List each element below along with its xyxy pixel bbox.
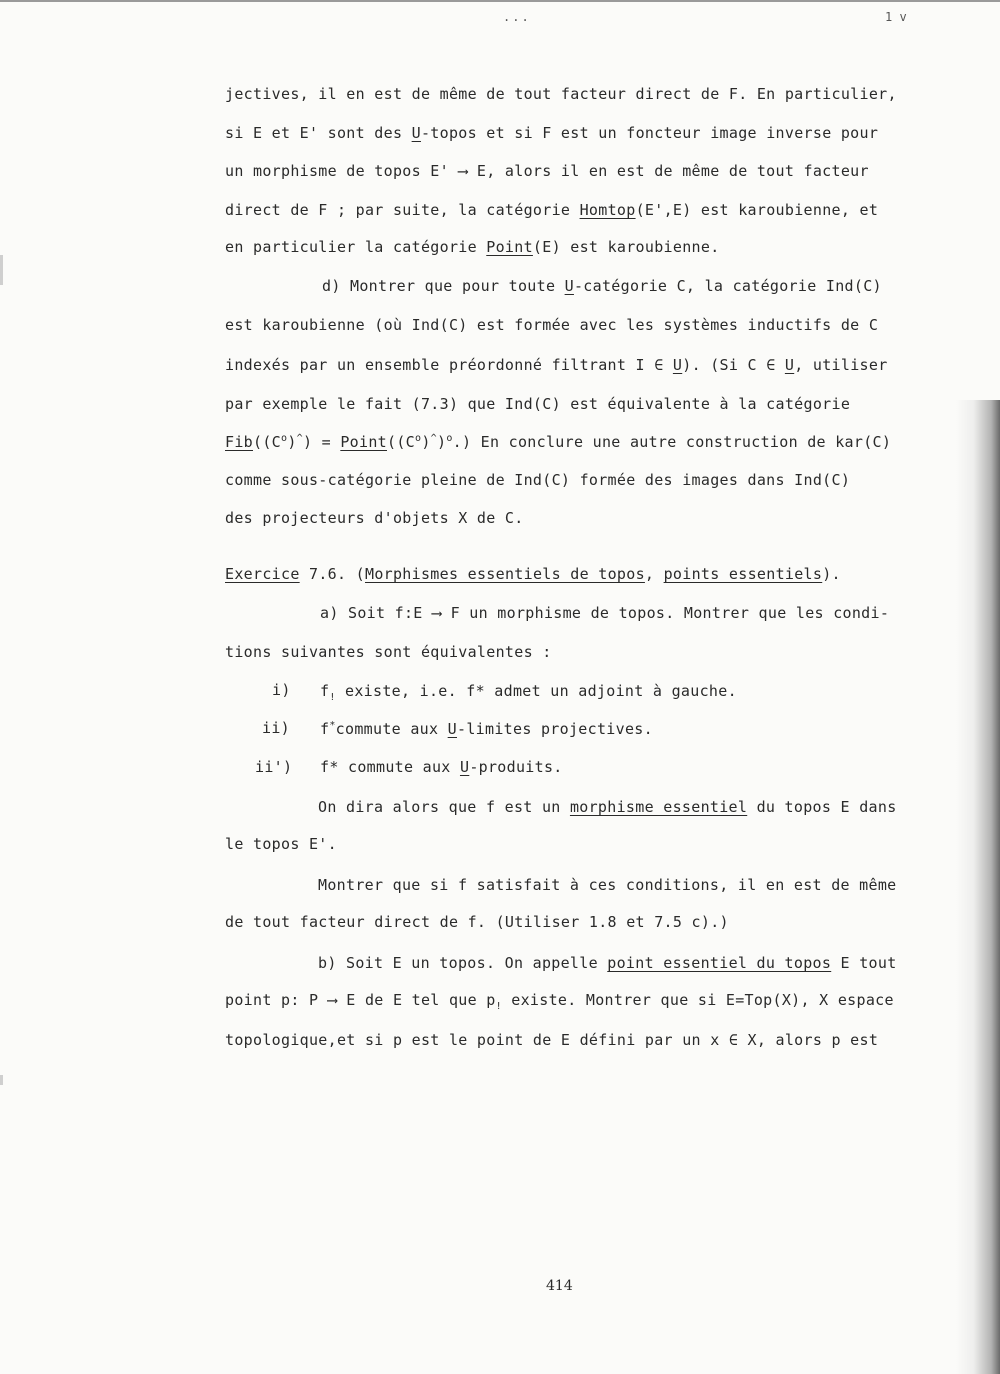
text-line xyxy=(318,797,897,817)
text-run: b) Soit E un topos. On appelle xyxy=(318,954,608,972)
text-run: comme sous-catégorie pleine de Ind(C) formée des images dans Ind(C) xyxy=(225,471,851,489)
text-line xyxy=(225,1030,878,1050)
underlined-term: U xyxy=(784,356,795,374)
superscript: * xyxy=(329,720,336,731)
text-line xyxy=(225,123,878,143)
text-run: .) En conclure une autre construction de kar(C) xyxy=(452,433,892,451)
condition-text xyxy=(320,681,737,708)
text-line xyxy=(225,642,552,662)
text-run: topologique,et si p est le point de E défini par un x ∈ X, alors p est xyxy=(225,1031,879,1049)
text-run: du topos E dans xyxy=(747,798,897,816)
text-run: si E et E' sont des xyxy=(225,124,412,142)
text-run: 7.6. ( xyxy=(299,565,365,583)
text-line xyxy=(225,432,891,452)
text-run: E tout xyxy=(831,954,897,972)
text-run: On dira alors que f est un xyxy=(318,798,570,816)
text-run: existe, i.e. f* admet un adjoint à gauche. xyxy=(335,682,737,700)
text-run: en particulier la catégorie xyxy=(225,238,487,256)
underlined-term: Point xyxy=(486,238,533,256)
text-run: f xyxy=(320,720,330,738)
condition-label: i) xyxy=(272,681,291,699)
text-run: ) xyxy=(436,433,447,451)
text-run: est karoubienne (où Ind(C) est formée avec les systèmes inductifs de C xyxy=(225,316,879,334)
text-line xyxy=(225,834,337,854)
text-line xyxy=(225,990,894,1017)
text-run: jectives, il en est de même de tout facteur direct de F. En particulier, xyxy=(225,85,897,103)
underlined-term: U xyxy=(447,720,457,738)
text-line xyxy=(318,953,897,973)
text-run: Montrer que si f satisfait à ces conditions, il en est de même xyxy=(318,876,897,894)
text-line xyxy=(225,237,720,257)
text-line xyxy=(225,394,850,414)
text-run: a) Soit f:E ⟶ F un morphisme de topos. Montrer que les condi- xyxy=(320,604,890,622)
superscript: o xyxy=(414,433,422,444)
underlined-term: Homtop xyxy=(579,201,636,219)
condition-text xyxy=(320,719,653,739)
superscript: ^ xyxy=(430,433,437,444)
underlined-term: Point xyxy=(340,433,387,451)
text-run: ). (Si C ∈ xyxy=(682,356,785,374)
condition-label: ii') xyxy=(255,758,293,776)
text-run: , xyxy=(644,565,664,583)
text-run: direct de F ; par suite, la catégorie xyxy=(225,201,580,219)
scan-margin-mark xyxy=(0,1075,3,1085)
text-run: -catégorie C, la catégorie Ind(C) xyxy=(573,277,882,295)
underlined-term: morphisme essentiel xyxy=(569,798,748,816)
text-line xyxy=(225,200,878,220)
underlined-term: Morphismes essentiels de topos xyxy=(364,565,645,583)
header-center: ... xyxy=(503,10,531,24)
text-run: de tout facteur direct de f. (Utiliser 1.8 et 7.5 c).) xyxy=(225,913,729,931)
subscript: ! xyxy=(495,1001,502,1012)
text-line xyxy=(320,603,889,623)
subscript: ! xyxy=(329,692,336,703)
text-line xyxy=(225,912,729,932)
text-run: , utiliser xyxy=(794,356,888,374)
condition-text xyxy=(320,757,563,777)
underlined-term: U xyxy=(564,277,574,295)
underlined-term: U xyxy=(459,758,470,776)
header-right: 1 v xyxy=(885,10,907,24)
text-run: point p: P ⟶ E de E tel que p xyxy=(225,991,496,1009)
superscript: o xyxy=(281,433,288,444)
text-line xyxy=(318,875,897,895)
text-run: un morphisme de topos E' ⟶ E, alors il en est de même de tout facteur xyxy=(225,162,869,180)
condition-label: ii) xyxy=(262,719,290,737)
text-line xyxy=(225,508,524,528)
page-number: 414 xyxy=(546,1278,573,1294)
text-line xyxy=(225,355,888,375)
underlined-term: Fib xyxy=(225,433,253,451)
text-run: ) = xyxy=(303,433,341,451)
text-line xyxy=(225,84,897,104)
scan-shadow-edge xyxy=(956,400,1000,1374)
scan-margin-mark xyxy=(0,255,3,285)
text-line xyxy=(225,161,869,181)
text-run: -produits. xyxy=(469,758,563,776)
text-line xyxy=(322,276,882,296)
text-run: -topos et si F est un foncteur image inverse pour xyxy=(420,124,879,142)
text-run: -limites projectives. xyxy=(457,720,653,738)
text-run: (E',E) est karoubienne, et xyxy=(635,201,879,219)
text-run: par exemple le fait (7.3) que Ind(C) est équivalente à la catégorie xyxy=(225,395,851,413)
exercise-title xyxy=(225,564,841,584)
text-run: ) xyxy=(421,433,431,451)
text-line xyxy=(225,470,850,490)
text-run: existe. Montrer que si E=Top(X), X espace xyxy=(501,991,894,1009)
text-run: (E) est karoubienne. xyxy=(532,238,720,256)
underlined-term: U xyxy=(411,124,421,142)
underlined-term: Exercice xyxy=(225,565,300,583)
superscript: o xyxy=(446,433,453,444)
text-run: indexés par un ensemble préordonné filtrant I ∈ xyxy=(225,356,673,374)
text-run: des projecteurs d'objets X de C. xyxy=(225,509,524,527)
text-run: ((C xyxy=(386,433,415,451)
text-run: f xyxy=(320,682,330,700)
text-run: tions suivantes sont équivalentes : xyxy=(225,643,552,661)
text-line xyxy=(225,315,878,335)
underlined-term: points essentiels xyxy=(663,565,823,583)
text-run: le topos E'. xyxy=(225,835,337,853)
underlined-term: U xyxy=(672,356,683,374)
scan-top-border xyxy=(0,0,1000,2)
underlined-term: point essentiel du topos xyxy=(607,954,832,972)
text-run: commute aux xyxy=(335,720,448,738)
text-run: ((C xyxy=(253,433,281,451)
superscript: ^ xyxy=(296,433,303,444)
text-run: ) xyxy=(287,433,297,451)
text-run: f* commute aux xyxy=(320,758,460,776)
text-run: d) Montrer que pour toute xyxy=(322,277,565,295)
text-run: ). xyxy=(822,565,841,583)
